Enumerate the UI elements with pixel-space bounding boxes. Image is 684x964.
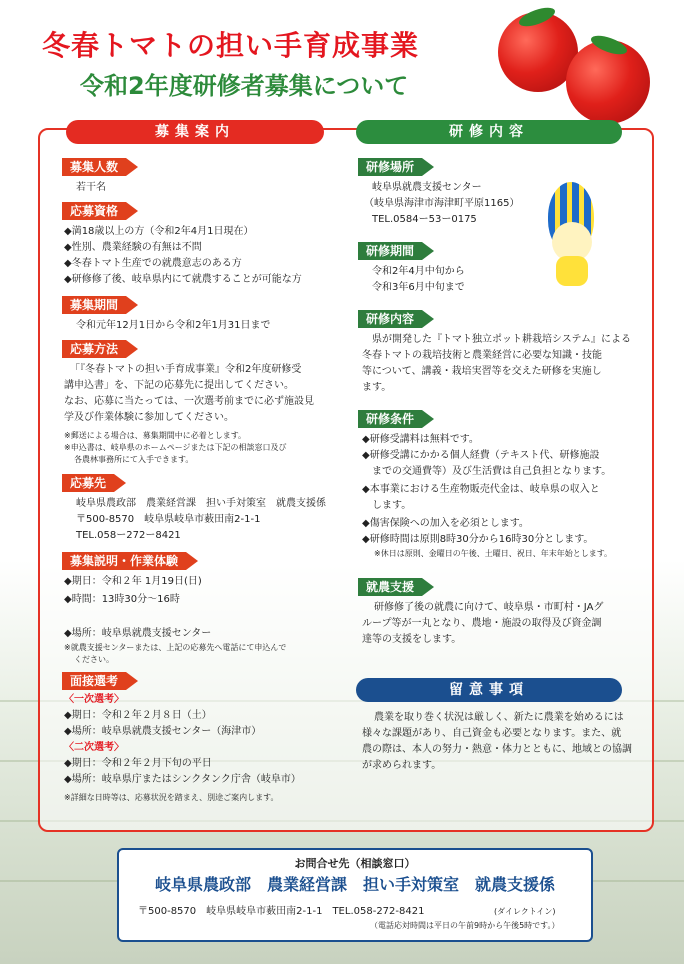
section-text: ◆研修時間は原則8時30分から16時30分とします。: [362, 534, 594, 545]
note-text: ください。: [74, 655, 114, 664]
section-label: 応募先: [62, 474, 114, 492]
section-text: 県が開発した『トマト独立ポット耕栽培システム』による: [372, 334, 631, 345]
section-label: 募集説明・作業体験: [62, 552, 186, 570]
notice-text: 様々な課題があり、自己資金も必要となります。また、就: [362, 728, 622, 739]
section-text: ◆時間：13時30分～16時: [64, 594, 180, 605]
contact-dial-note: (ダイレクトイン): [494, 907, 556, 916]
tomato-illustration: [566, 40, 650, 124]
section-label: 募集人数: [62, 158, 126, 176]
note-text: ※詳細な日時等は、応募状況を踏まえ、別途ご案内します。: [64, 793, 279, 802]
mascot-body: [556, 256, 588, 286]
section-text: 研修修了後の就農に向けて、岐阜県・市町村・JAグ: [374, 602, 604, 613]
note-text: ※郵送による場合は、募集期間中に必着とします。: [64, 431, 247, 440]
section-label: 応募方法: [62, 340, 126, 358]
page-subtitle: 令和2年度研修者募集について: [80, 72, 409, 100]
section-text: ◆冬春トマト生産での就農意志のある方: [64, 258, 242, 269]
section-text: 若干名: [76, 182, 106, 193]
section-label: 応募資格: [62, 202, 126, 220]
section-text: ◆研修受講にかかる個人経費（テキスト代、研修施設: [362, 450, 600, 461]
section-text: なお、応募に当たっては、一次選考前までに必ず施設見: [64, 396, 314, 407]
section-text: TEL.058ー272ー8421: [76, 530, 181, 541]
section-text: ◆場所：岐阜県就農支援センター: [64, 628, 212, 639]
section-text: 達等の支援をします。: [362, 634, 462, 645]
notice-header: 留意事項: [356, 678, 622, 702]
section-text: 冬春トマトの栽培技術と農業経営に必要な知識・技能: [362, 350, 602, 361]
section-text: ◆期日：令和２年２月８日（土）: [64, 710, 212, 721]
section-text: 学及び作業体験に参加してください。: [64, 412, 234, 423]
section-text: ループ等が一丸となり、農地・施設の取得及び資金調: [362, 618, 602, 629]
page-title: 冬春トマトの担い手育成事業: [42, 29, 420, 62]
section-label: 研修場所: [358, 158, 422, 176]
contact-hours: （電話応対時間は平日の午前9時から午後5時です。）: [370, 921, 560, 930]
section-text: 岐阜県就農支援センター: [372, 182, 482, 193]
sub-heading: 〈二次選考〉: [64, 742, 124, 753]
notice-text: 農の際は、本人の努力・熱意・体力とともに、地域との協調: [362, 744, 632, 755]
section-text: ◆性別、農業経験の有無は不問: [64, 242, 202, 253]
section-label: 面接選考: [62, 672, 126, 690]
section-text: ◆場所：岐阜県就農支援センター（海津市）: [64, 726, 262, 737]
section-text: ◆満18歳以上の方（令和2年4月1日現在）: [64, 226, 254, 237]
note-text: ※申込書は、岐阜県のホームページまたは下記の相談窓口及び: [64, 443, 287, 452]
contact-org: 岐阜県農政部 農業経営課 担い手対策室 就農支援係: [154, 875, 555, 894]
notice-text: が求められます。: [362, 760, 442, 771]
notice-text: 農業を取り巻く状況は厳しく、新たに農業を始めるには: [374, 712, 624, 723]
section-text: ◆研修修了後、岐阜県内にて就農することが可能な方: [64, 274, 302, 285]
section-text: 講申込書」を、下記の応募先に提出してください。: [64, 380, 294, 391]
section-text: 〒500-8570 岐阜県岐阜市薮田南2-1-1: [76, 514, 261, 525]
section-text: ◆期日：令和２年 1月19日(日): [64, 576, 202, 587]
contact-heading: お問合せ先（相談窓口）: [294, 857, 416, 870]
section-text: ◆期日：令和２年２月下旬の平日: [64, 758, 212, 769]
section-text: TEL.0584ー53ー0175: [372, 214, 477, 225]
section-text: 令和元年12月1日から令和2年1月31日まで: [76, 320, 271, 331]
section-label: 募集期間: [62, 296, 126, 314]
training-header: 研修内容: [356, 120, 622, 144]
contact-address: 〒500-8570 岐阜県岐阜市薮田南2-1-1 TEL.058-272-8421: [138, 906, 425, 917]
section-label: 研修期間: [358, 242, 422, 260]
section-text: 令和3年6月中旬まで: [372, 282, 465, 293]
section-label: 研修条件: [358, 410, 422, 428]
section-text: ◆傷害保険への加入を必須とします。: [362, 518, 529, 529]
section-text: までの交通費等）及び生活費は自己負担となります。: [372, 466, 612, 477]
note-text: ※就農支援センターまたは、上記の応募先へ電話にて申込んで: [64, 643, 287, 652]
section-text: ◆場所：岐阜県庁またはシンクタンク庁舎（岐阜市）: [64, 774, 301, 785]
section-text: 等について、講義・栽培実習等を交えた研修を実施し: [362, 366, 602, 377]
section-text: します。: [372, 500, 412, 511]
section-text: （岐阜県海津市海津町平原1165）: [364, 198, 520, 209]
recruitment-header: 募集案内: [66, 120, 324, 144]
sub-heading: 〈一次選考〉: [64, 694, 124, 705]
section-text: ◆本事業における生産物販売代金は、岐阜県の収入と: [362, 484, 600, 495]
note-text: ※休日は原則、金曜日の午後、土曜日、祝日、年末年始とします。: [374, 549, 613, 558]
section-text: ます。: [362, 382, 392, 393]
section-text: 令和2年4月中旬から: [372, 266, 465, 277]
section-text: 岐阜県農政部 農業経営課 担い手対策室 就農支援係: [76, 498, 326, 509]
section-label: 研修内容: [358, 310, 422, 328]
section-text: 「『冬春トマトの担い手育成事業』令和2年度研修受: [70, 364, 302, 375]
note-text: 各農林事務所にて入手できます。: [74, 455, 194, 464]
section-label: 就農支援: [358, 578, 422, 596]
section-text: ◆研修受講料は無料です。: [362, 434, 479, 445]
